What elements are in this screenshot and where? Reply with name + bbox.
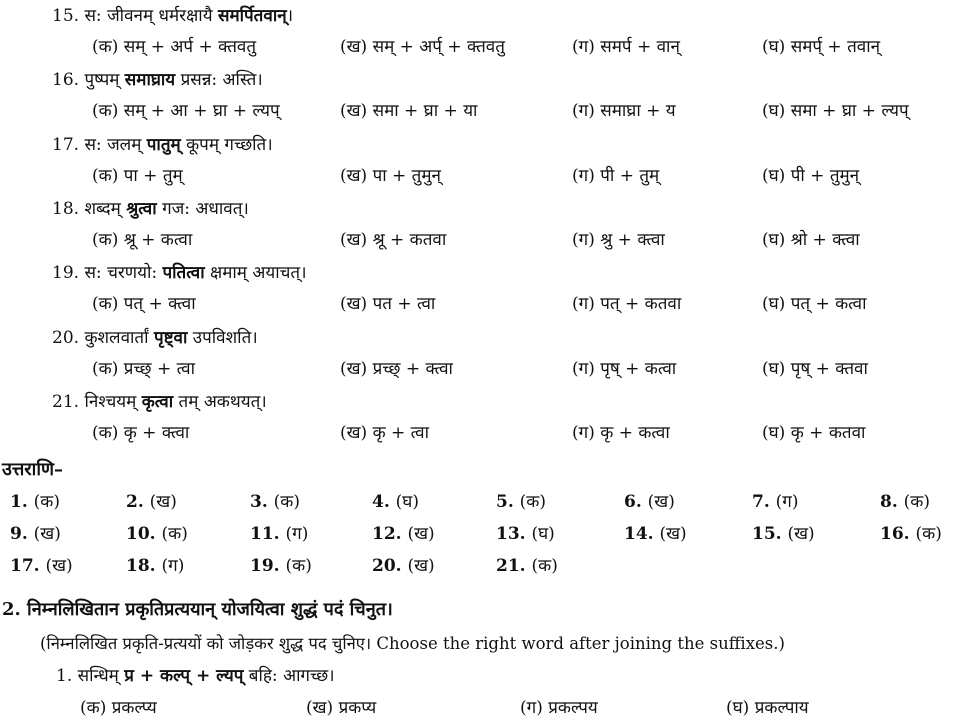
option-gha: (घ) पी + तुमुन्: [762, 165, 860, 186]
option-ga: (ग) पृष् + कत्वा: [572, 358, 677, 379]
answer-item: [250, 523, 308, 545]
question-15: [52, 5, 293, 27]
question-highlight: पातुम्: [146, 134, 181, 155]
question-text: 16. पुष्पम्: [52, 70, 125, 91]
section-2-option-ga: (ग) प्रकल्पय: [520, 698, 598, 718]
answer-number: 7.: [752, 492, 776, 512]
question-19: [52, 262, 307, 284]
answer-value: (क): [915, 524, 942, 544]
option-kha: (ख) कृ + त्वा: [340, 422, 430, 443]
option-gha: (घ) श्रो + क्त्वा: [762, 229, 860, 250]
answer-number: 18.: [126, 556, 162, 576]
question-16: [52, 69, 263, 91]
question-21: [52, 391, 267, 413]
answer-item: [126, 491, 177, 513]
option-ka: (क) सम् + आ + घ्रा + ल्यप्: [92, 101, 280, 122]
question-text: गज: अधावत्।: [156, 198, 249, 219]
question-text: ।: [286, 6, 294, 26]
answer-number: 6.: [624, 492, 648, 512]
answer-value: (क): [285, 556, 312, 576]
answer-item: [126, 523, 188, 545]
answer-item: [10, 491, 60, 513]
answer-item: [372, 523, 435, 545]
answer-item: [372, 555, 435, 577]
option-kha: (ख) समा + घ्रा + या: [340, 101, 478, 122]
option-ka: (क) पत् + क्त्वा: [92, 294, 196, 315]
question-text: 15. स: जीवनम् धर्मरक्षायै: [52, 6, 218, 26]
answer-value: (क): [519, 492, 546, 512]
option-ka: (क) कृ + क्त्वा: [92, 422, 190, 443]
answer-number: 17.: [10, 556, 46, 576]
answer-item: [624, 491, 675, 513]
answer-item: [752, 523, 815, 545]
answer-item: [496, 523, 555, 545]
option-ga: (ग) समाघ्रा + य: [572, 101, 676, 122]
answer-value: (ख): [33, 524, 61, 544]
question-highlight: प्र + कल्प् + ल्यप्: [124, 666, 244, 686]
answer-number: 3.: [250, 492, 274, 512]
question-text: 18. शब्दम्: [52, 198, 127, 219]
question-text: तम् अकथयत्।: [173, 391, 267, 412]
answer-value: (ग): [775, 492, 799, 512]
answer-item: [10, 555, 73, 577]
answer-number: 14.: [624, 524, 660, 544]
answer-value: (क): [531, 556, 558, 576]
answer-value: (ख): [787, 524, 815, 544]
option-ga: (ग) पत् + कतवा: [572, 294, 682, 315]
question-text: 17. स: जलम्: [52, 134, 147, 155]
answer-number: 4.: [372, 492, 396, 512]
answer-number: 21.: [496, 556, 532, 576]
option-ka: (क) श्रू + कत्वा: [92, 229, 193, 250]
question-highlight: समर्पितवान्: [217, 6, 287, 26]
answer-value: (ग): [161, 556, 185, 576]
option-ka: (क) प्रच्छ् + त्वा: [92, 358, 195, 379]
answer-value: (ख): [407, 524, 435, 544]
answer-number: 20.: [372, 556, 408, 576]
answer-number: 19.: [250, 556, 286, 576]
answer-value: (ख): [45, 556, 73, 576]
option-kha: (ख) प्रच्छ् + क्त्वा: [340, 358, 453, 379]
answer-item: [496, 555, 558, 577]
option-gha: (घ) समा + घ्रा + ल्यप्: [762, 101, 909, 122]
question-text: कूपम् गच्छति।: [180, 134, 273, 155]
answer-item: [10, 523, 61, 545]
answer-item: [372, 491, 419, 513]
answer-number: 11.: [250, 524, 286, 544]
question-text: 21. निश्चयम्: [52, 391, 142, 412]
question-highlight: कृत्वा: [141, 391, 174, 412]
section-2-question-1: [56, 665, 335, 687]
answer-number: 13.: [496, 524, 532, 544]
answer-number: 16.: [880, 524, 916, 544]
answer-item: [250, 555, 312, 577]
question-text: 20. कुशलवार्तां: [52, 327, 154, 348]
section-2-option-gha: (घ) प्रकल्पाय: [726, 698, 809, 718]
answer-value: (क): [161, 524, 188, 544]
answer-item: [880, 491, 930, 513]
question-text: 19. स: चरणयो:: [52, 263, 163, 284]
answers-heading: उत्तराणि–: [2, 459, 64, 480]
option-gha: (घ) पत् + कत्वा: [762, 294, 867, 315]
question-17: [52, 134, 273, 156]
question-text: उपविशति।: [187, 327, 258, 348]
answer-value: (ख): [659, 524, 687, 544]
option-gha: (घ) कृ + कतवा: [762, 422, 866, 443]
question-text: बहि: आगच्छ।: [243, 666, 335, 686]
section-2-option-ka: (क) प्रकल्प्य: [80, 698, 157, 718]
answer-number: 9.: [10, 524, 34, 544]
answer-item: [126, 555, 184, 577]
question-20: [52, 327, 258, 349]
question-highlight: पतित्वा: [162, 263, 205, 284]
question-18: [52, 198, 249, 220]
question-highlight: समाघ्राय: [124, 70, 176, 91]
option-ka: (क) पा + तुम्: [92, 165, 183, 186]
section-2-option-kha: (ख) प्रकप्य: [306, 698, 377, 718]
answer-number: 8.: [880, 492, 904, 512]
option-ka: (क) सम् + अर्प + क्तवतु: [92, 37, 257, 57]
answer-value: (घ): [395, 492, 419, 512]
question-text: क्षमाम् अयाचत्।: [204, 263, 307, 284]
option-kha: (ख) पा + तुमुन्: [340, 165, 441, 186]
answer-number: 2.: [126, 492, 150, 512]
question-highlight: पृष्ट्वा: [153, 327, 188, 348]
option-ga: (ग) कृ + कत्वा: [572, 422, 670, 443]
question-highlight: श्रुत्वा: [126, 198, 157, 219]
answer-number: 12.: [372, 524, 408, 544]
answer-value: (ख): [149, 492, 177, 512]
answer-number: 5.: [496, 492, 520, 512]
option-ga: (ग) श्रु + क्त्वा: [572, 229, 665, 250]
section-2-subtitle: (निम्नलिखित प्रकृति-प्रत्ययों को जोड़कर शुद्ध पद चुनिए। Choose the right word after joining the suffixes.): [40, 634, 785, 653]
option-gha: (घ) समर्प् + तवान्: [762, 37, 881, 57]
option-ga: (ग) समर्प + वान्: [572, 37, 680, 57]
section-2-title: 2. निम्नलिखितान प्रकृतिप्रत्ययान् योजयित्वा शुद्धं पदं चिनुत।: [2, 599, 393, 620]
answer-value: (घ): [531, 524, 555, 544]
answer-number: 15.: [752, 524, 788, 544]
option-kha: (ख) पत + त्वा: [340, 294, 436, 315]
question-text: प्रसन्न: अस्ति।: [175, 70, 263, 91]
answer-value: (क): [33, 492, 60, 512]
answer-item: [496, 491, 546, 513]
option-gha: (घ) पृष् + क्तवा: [762, 358, 868, 379]
question-text: 1. सन्धिम्: [56, 666, 125, 686]
answer-value: (ख): [407, 556, 435, 576]
answer-item: [880, 523, 942, 545]
answer-item: [250, 491, 300, 513]
answer-item: [624, 523, 687, 545]
option-kha: (ख) सम् + अर्प् + क्तवतु: [340, 37, 505, 57]
answer-number: 1.: [10, 492, 34, 512]
answer-number: 10.: [126, 524, 162, 544]
answer-value: (ख): [647, 492, 675, 512]
answer-value: (क): [903, 492, 930, 512]
answer-value: (क): [273, 492, 300, 512]
answer-value: (ग): [285, 524, 309, 544]
option-kha: (ख) श्रू + कतवा: [340, 229, 447, 250]
option-ga: (ग) पी + तुम्: [572, 165, 660, 186]
answer-item: [752, 491, 799, 513]
